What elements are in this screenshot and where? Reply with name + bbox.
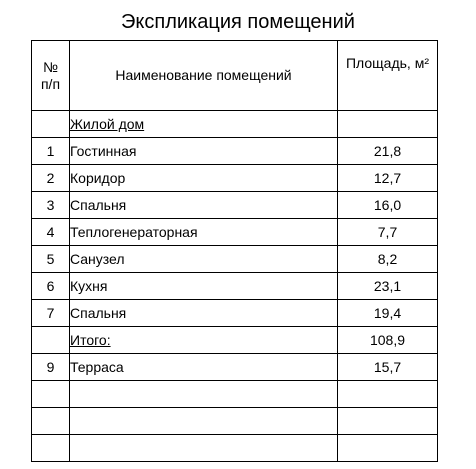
room-number: 6 (32, 273, 70, 300)
empty-row (32, 408, 438, 435)
section-num-cell (32, 111, 70, 138)
room-number: 9 (32, 354, 70, 381)
empty-cell (32, 408, 70, 435)
table-row (32, 246, 438, 273)
table-row (32, 300, 438, 327)
room-number: 4 (32, 219, 70, 246)
room-name: Теплогенераторная (70, 219, 338, 246)
room-number: 5 (32, 246, 70, 273)
empty-cell (338, 381, 438, 408)
room-area: 19,4 (338, 300, 438, 327)
empty-cell (70, 381, 338, 408)
table-header-row (32, 41, 438, 111)
header-number-symbol: № (42, 58, 59, 75)
room-area: 21,8 (338, 138, 438, 165)
room-number: 3 (32, 192, 70, 219)
table-row (32, 273, 438, 300)
room-name: Спальня (70, 300, 338, 327)
room-name: Кухня (70, 273, 338, 300)
empty-row (32, 435, 438, 462)
empty-row (32, 381, 438, 408)
room-area: 12,7 (338, 165, 438, 192)
room-area: 15,7 (338, 354, 438, 381)
room-name: Санузел (70, 246, 338, 273)
section-row (32, 111, 438, 138)
empty-cell (32, 381, 70, 408)
table-row (32, 192, 438, 219)
empty-cell (70, 408, 338, 435)
table-row (32, 165, 438, 192)
header-number-abbr: п/п (40, 75, 61, 92)
room-number: 2 (32, 165, 70, 192)
empty-cell (338, 435, 438, 462)
header-area: Площадь, м² (338, 41, 438, 111)
room-number: 1 (32, 138, 70, 165)
total-area: 108,9 (338, 327, 438, 354)
table-row (32, 138, 438, 165)
room-area: 8,2 (338, 246, 438, 273)
document-title: Экспликация помещений (121, 11, 355, 33)
table-row (32, 219, 438, 246)
room-name: Терраса (70, 354, 338, 381)
room-name: Гостинная (70, 138, 338, 165)
header-room-name: Наименование помещений (70, 41, 338, 111)
empty-cell (338, 408, 438, 435)
total-num-cell (32, 327, 70, 354)
empty-cell (32, 435, 70, 462)
room-area: 16,0 (338, 192, 438, 219)
total-row (32, 327, 438, 354)
room-name: Коридор (70, 165, 338, 192)
empty-cell (70, 435, 338, 462)
room-explication-table (31, 40, 438, 462)
room-area: 23,1 (338, 273, 438, 300)
room-area: 7,7 (338, 219, 438, 246)
section-area-cell (338, 111, 438, 138)
section-label: Жилой дом (70, 111, 338, 138)
header-number (32, 41, 70, 111)
room-number: 7 (32, 300, 70, 327)
total-label: Итого: (70, 327, 338, 354)
room-name: Спальня (70, 192, 338, 219)
table-row (32, 354, 438, 381)
